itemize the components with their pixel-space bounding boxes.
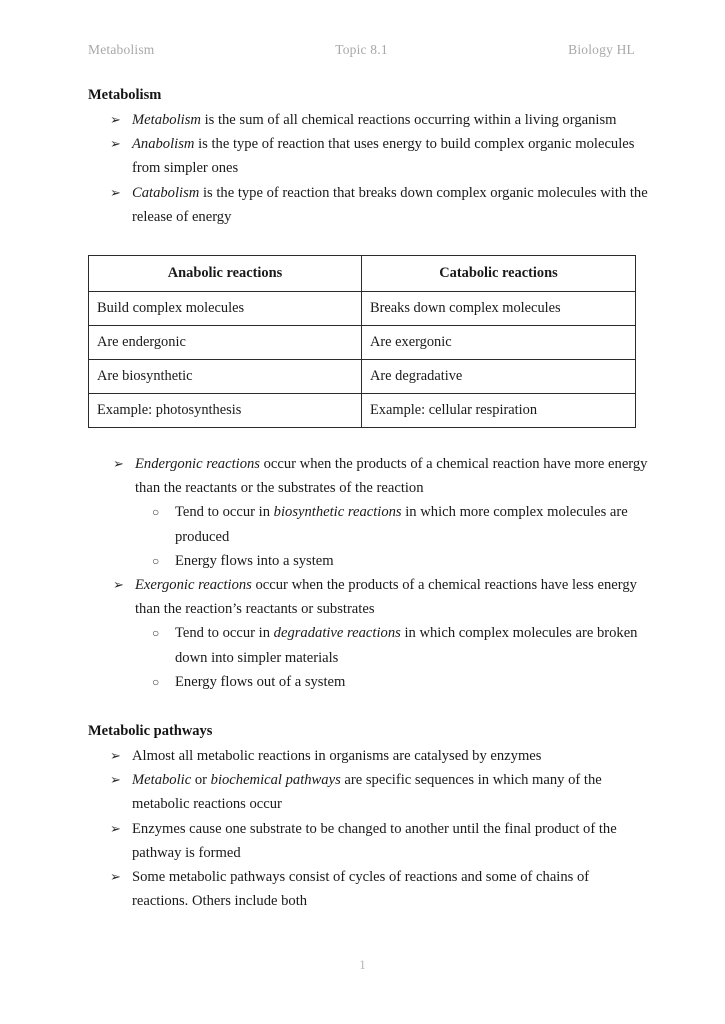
table-cell: Are biosynthetic bbox=[89, 360, 362, 394]
circle-bullet-icon: ○ bbox=[152, 505, 160, 520]
sub-item-text-pre: Energy flows into a system bbox=[175, 552, 334, 569]
table-cell: Are exergonic bbox=[362, 326, 636, 360]
table-row bbox=[89, 326, 636, 360]
inline-term: biochemical pathways bbox=[210, 772, 341, 789]
list-item bbox=[88, 132, 648, 180]
pathways-bullet-list bbox=[88, 744, 648, 913]
table-column-header: Anabolic reactions bbox=[89, 256, 362, 292]
list-item bbox=[88, 865, 648, 913]
arrow-bullet-icon: ➢ bbox=[110, 748, 121, 764]
table-cell: Build complex molecules bbox=[89, 292, 362, 326]
exergonic-sublist bbox=[135, 621, 648, 694]
page-title: Metabolism bbox=[88, 87, 162, 103]
table-cell: Are endergonic bbox=[89, 326, 362, 360]
list-item-term: Endergonic reactions bbox=[135, 456, 260, 473]
list-item bbox=[135, 670, 648, 694]
sub-item-term: biosynthetic reactions bbox=[273, 504, 402, 521]
arrow-bullet-icon: ➢ bbox=[113, 456, 124, 472]
list-item-term: Anabolism bbox=[132, 136, 195, 153]
list-item bbox=[88, 181, 648, 229]
sub-item-text-post: in which more complex molecules are produced bbox=[175, 504, 628, 545]
table-column-header: Catabolic reactions bbox=[362, 256, 636, 292]
list-item-term: Metabolism bbox=[132, 112, 201, 128]
energetics-bullet-list bbox=[88, 452, 648, 694]
arrow-bullet-icon: ➢ bbox=[113, 577, 124, 593]
inline-text: are specific sequences in which many of the metabolic reactions occur bbox=[132, 772, 602, 813]
header-right-text: Biology HL bbox=[568, 42, 635, 57]
list-item-text: Enzymes cause one substrate to be changed to another until the final product of the pathway is formed bbox=[132, 820, 617, 861]
list-item-term: Exergonic reactions bbox=[135, 577, 252, 594]
sub-item-text-post: in which complex molecules are broken down into simpler materials bbox=[175, 625, 638, 666]
table-cell: Are degradative bbox=[362, 360, 636, 394]
list-item bbox=[135, 549, 648, 573]
section-heading-metabolic-pathways: Metabolic pathways bbox=[88, 723, 213, 740]
circle-bullet-icon: ○ bbox=[152, 674, 160, 689]
circle-bullet-icon: ○ bbox=[152, 626, 160, 641]
arrow-bullet-icon: ➢ bbox=[110, 820, 121, 836]
table-cell: Example: photosynthesis bbox=[89, 394, 362, 428]
list-item-text: is the type of reaction that breaks down complex organic molecules with the release of energy bbox=[132, 184, 648, 225]
running-header bbox=[88, 42, 635, 60]
list-item bbox=[88, 573, 648, 694]
arrow-bullet-icon: ➢ bbox=[110, 184, 121, 200]
metabolism-bullet-list bbox=[88, 108, 648, 229]
list-item bbox=[88, 817, 648, 865]
list-item bbox=[135, 621, 648, 669]
list-item-term: Catabolism bbox=[132, 184, 200, 201]
list-item bbox=[135, 500, 648, 548]
table-row bbox=[89, 292, 636, 326]
arrow-bullet-icon: ➢ bbox=[110, 112, 121, 127]
sub-item-term: degradative reactions bbox=[273, 625, 401, 642]
endergonic-sublist bbox=[135, 500, 648, 573]
table-row bbox=[89, 360, 636, 394]
table-cell: Breaks down complex molecules bbox=[362, 292, 636, 326]
header-left-text: Metabolism bbox=[88, 42, 155, 57]
list-item-text: is the sum of all chemical reactions occurring within a living organism bbox=[200, 112, 617, 128]
list-item bbox=[88, 452, 648, 573]
list-item bbox=[88, 744, 648, 768]
list-item bbox=[88, 768, 648, 816]
arrow-bullet-icon: ➢ bbox=[110, 869, 121, 885]
circle-bullet-icon: ○ bbox=[152, 553, 160, 568]
header-center-text: Topic 8.1 bbox=[335, 42, 388, 57]
table-row bbox=[89, 394, 636, 428]
list-item-text: occur when the products of a chemical reactions have less energy than the reaction’s reactants or substrates bbox=[135, 577, 637, 618]
inline-term: Metabolic bbox=[132, 772, 192, 789]
list-item-text: is the type of reaction that uses energy to build complex organic molecules from simpler ones bbox=[132, 136, 635, 177]
inline-text: or bbox=[191, 772, 211, 789]
arrow-bullet-icon: ➢ bbox=[110, 772, 121, 788]
table-cell: Example: cellular respiration bbox=[362, 394, 636, 428]
sub-item-text-pre: Tend to occur in bbox=[175, 625, 274, 642]
list-item-text: occur when the products of a chemical reaction have more energy than the reactants or the substrates of the reaction bbox=[135, 456, 648, 497]
list-item-text: Almost all metabolic reactions in organisms are catalysed by enzymes bbox=[132, 748, 542, 765]
page-number: 1 bbox=[359, 958, 366, 972]
sub-item-text-pre: Energy flows out of a system bbox=[175, 673, 346, 690]
list-item-rich-text bbox=[132, 772, 602, 812]
list-item-text: Some metabolic pathways consist of cycles of reactions and some of chains of reactions. Others include both bbox=[132, 869, 590, 910]
table-header-row bbox=[89, 256, 636, 292]
arrow-bullet-icon: ➢ bbox=[110, 136, 121, 152]
document-body bbox=[88, 85, 648, 913]
list-item bbox=[88, 108, 648, 132]
anabolic-catabolic-comparison-table bbox=[88, 255, 636, 428]
sub-item-text-pre: Tend to occur in bbox=[175, 504, 274, 521]
